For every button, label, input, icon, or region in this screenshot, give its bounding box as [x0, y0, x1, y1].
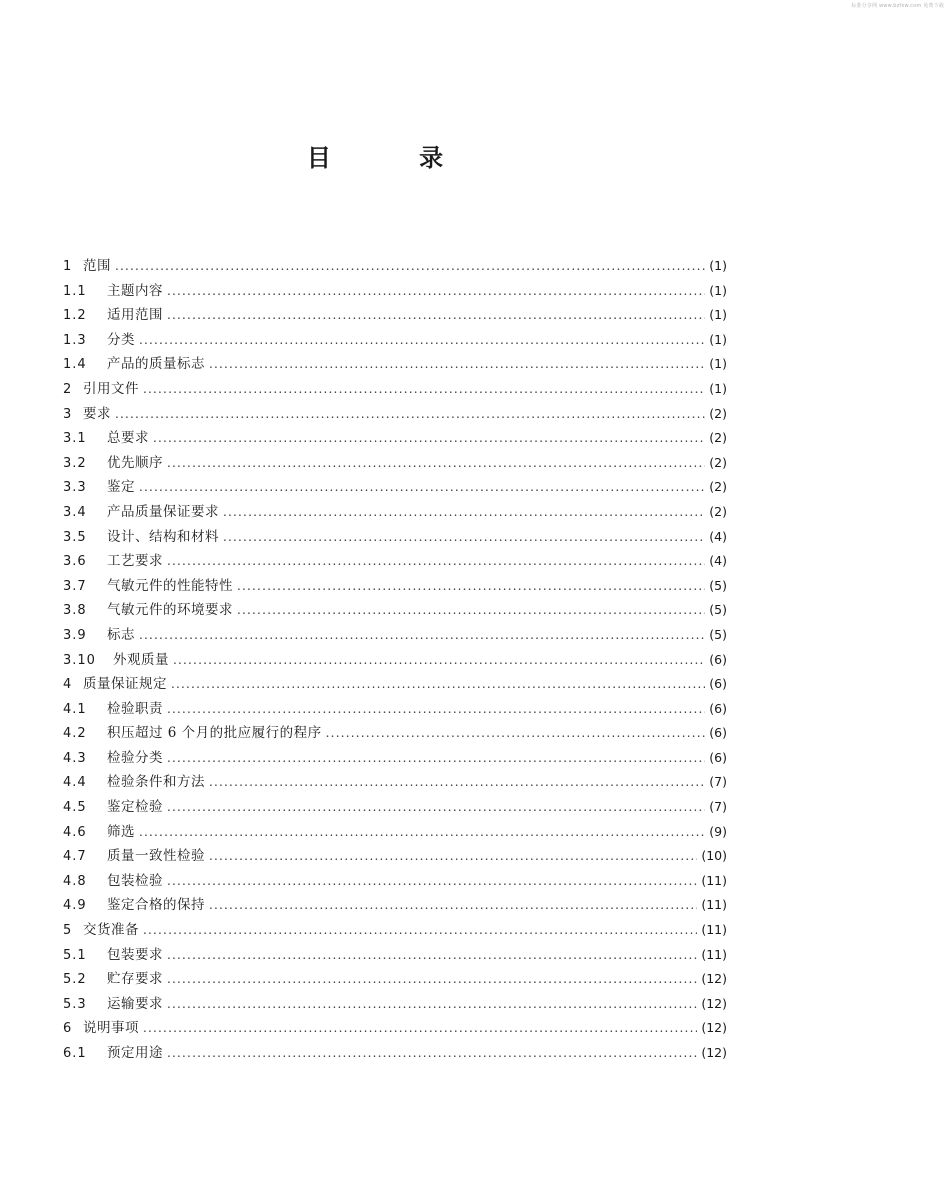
toc-leader-dots: [139, 333, 705, 347]
toc-leader-dots: [143, 923, 697, 937]
toc-entry-number: 4.3: [63, 750, 87, 766]
toc-entry-page: (2): [709, 479, 727, 495]
toc-entry-number: 3: [63, 406, 73, 422]
toc-leader-dots: [115, 407, 705, 421]
toc-entry-title: 包装要求: [107, 946, 163, 963]
toc-entry-page: (9): [709, 823, 727, 839]
toc-leader-dots: [153, 431, 705, 445]
toc-entry[interactable]: [63, 967, 727, 992]
toc-leader-dots: [237, 579, 705, 593]
toc-entry-number: 4.7: [63, 849, 87, 865]
toc-entry-title: 产品的质量标志: [107, 356, 205, 373]
toc-entry-number: 2: [63, 381, 73, 397]
toc-leader-dots: [209, 898, 697, 912]
toc-entry-number: 3.7: [63, 578, 87, 594]
toc-entry-title: 产品质量保证要求: [107, 503, 219, 520]
toc-entry[interactable]: [63, 893, 727, 918]
toc-entry-title: 分类: [107, 331, 135, 348]
toc-entry[interactable]: [63, 648, 727, 673]
toc-entry-number: 4.2: [63, 726, 87, 742]
toc-entry-title: 运输要求: [107, 995, 163, 1012]
toc-entry[interactable]: [63, 451, 727, 476]
toc-entry-title: 工艺要求: [107, 553, 163, 570]
toc-leader-dots: [143, 382, 705, 396]
toc-entry[interactable]: [63, 943, 727, 968]
toc-entry-title: 设计、结构和材料: [107, 528, 219, 545]
toc-entry-page: (6): [709, 725, 727, 741]
toc-entry-number: 5.2: [63, 972, 87, 988]
toc-entry-number: 1.1: [63, 283, 87, 299]
toc-entry[interactable]: [63, 869, 727, 894]
toc-entry-page: (12): [701, 1020, 727, 1036]
toc-entry[interactable]: [63, 820, 727, 845]
toc-entry-page: (12): [701, 995, 727, 1011]
toc-entry-title: 筛选: [107, 823, 135, 840]
toc-entry-title: 贮存要求: [107, 971, 163, 988]
toc-entry-number: 1.4: [63, 357, 87, 373]
toc-leader-dots: [167, 948, 697, 962]
toc-entry[interactable]: [63, 352, 727, 377]
toc-leader-dots: [167, 456, 705, 470]
toc-entry-page: (7): [709, 774, 727, 790]
toc-entry-page: (11): [701, 872, 727, 888]
toc-entry-page: (11): [701, 897, 727, 913]
toc-entry-page: (1): [709, 331, 727, 347]
toc-entry-page: (11): [701, 946, 727, 962]
toc-entry-page: (2): [709, 503, 727, 519]
toc-leader-dots: [209, 357, 705, 371]
table-of-contents: [63, 254, 727, 1066]
toc-entry-number: 4.6: [63, 824, 87, 840]
toc-entry-title: 预定用途: [107, 1045, 163, 1061]
toc-entry-number: 6.1: [63, 1046, 87, 1061]
toc-leader-dots: [326, 726, 706, 740]
toc-leader-dots: [139, 825, 705, 839]
toc-entry[interactable]: [63, 1016, 727, 1041]
toc-leader-dots: [167, 284, 705, 298]
watermark: 标准分享网 www.bzfxw.com 免费下载: [851, 3, 944, 9]
toc-entry[interactable]: [63, 303, 727, 328]
toc-entry-title: 检验条件和方法: [107, 774, 205, 791]
toc-entry-page: (7): [709, 799, 727, 815]
toc-entry-title: 鉴定: [107, 479, 135, 496]
toc-leader-dots: [115, 259, 705, 273]
toc-entry-title: 检验职责: [107, 700, 163, 717]
toc-entry-number: 3.6: [63, 554, 87, 570]
toc-entry-title: 气敏元件的环境要求: [107, 602, 233, 619]
toc-entry-page: (1): [709, 356, 727, 372]
toc-leader-dots: [167, 554, 705, 568]
toc-entry-page: (6): [709, 676, 727, 692]
toc-entry-number: 4.5: [63, 800, 87, 816]
toc-entry-number: 3.2: [63, 455, 87, 471]
toc-entry-page: (12): [701, 1045, 727, 1060]
toc-leader-dots: [167, 308, 705, 322]
toc-entry-page: (6): [709, 749, 727, 765]
toc-entry-page: (1): [709, 307, 727, 323]
toc-entry-number: 3.3: [63, 480, 87, 496]
toc-leader-dots: [167, 800, 705, 814]
toc-entry[interactable]: [63, 721, 727, 746]
toc-entry-title: 包装检验: [107, 872, 163, 889]
toc-entry-page: (6): [709, 651, 727, 667]
toc-entry[interactable]: [63, 746, 727, 771]
toc-leader-dots: [171, 677, 705, 691]
toc-entry-title: 标志: [107, 626, 135, 643]
toc-entry-title: 质量保证规定: [83, 676, 167, 693]
toc-entry-number: 4.4: [63, 775, 87, 791]
toc-leader-dots: [223, 530, 705, 544]
toc-entry-number: 4.1: [63, 701, 87, 717]
toc-leader-dots: [237, 603, 705, 617]
toc-entry-page: (1): [709, 258, 727, 273]
toc-entry-title: 主题内容: [107, 282, 163, 299]
toc-entry-page: (1): [709, 282, 727, 298]
toc-entry[interactable]: [63, 426, 727, 451]
toc-leader-dots: [167, 874, 697, 888]
toc-entry-title: 检验分类: [107, 749, 163, 766]
toc-entry-number: 4.9: [63, 898, 87, 914]
toc-leader-dots: [167, 972, 697, 986]
toc-entry[interactable]: [63, 598, 727, 623]
toc-entry-title: 鉴定合格的保持: [107, 897, 205, 914]
toc-entry-title: 范围: [83, 258, 111, 274]
toc-entry-page: (5): [709, 602, 727, 618]
toc-entry-page: (5): [709, 577, 727, 593]
toc-entry-page: (2): [709, 405, 727, 421]
toc-entry-title: 积压超过 6 个月的批应履行的程序: [107, 725, 322, 742]
toc-entry-title: 气敏元件的性能特性: [107, 577, 233, 594]
toc-leader-dots: [173, 653, 705, 667]
toc-leader-dots: [167, 1046, 697, 1060]
toc-entry-page: (1): [709, 380, 727, 396]
toc-entry-title: 说明事项: [83, 1020, 139, 1037]
page-title: 目 录: [306, 144, 484, 172]
toc-entry-number: 3.9: [63, 627, 87, 643]
toc-entry-number: 5.3: [63, 996, 87, 1012]
toc-entry[interactable]: [63, 672, 727, 697]
toc-entry-title: 鉴定检验: [107, 799, 163, 816]
toc-entry-number: 3.8: [63, 603, 87, 619]
toc-entry-title: 优先顺序: [107, 454, 163, 471]
toc-entry-title: 交货准备: [83, 922, 139, 939]
toc-entry-title: 质量一致性检验: [107, 848, 205, 865]
toc-entry[interactable]: [63, 992, 727, 1017]
toc-entry-title: 适用范围: [107, 307, 163, 324]
toc-leader-dots: [223, 505, 705, 519]
toc-entry-title: 总要求: [107, 430, 149, 447]
toc-entry-page: (2): [709, 454, 727, 470]
toc-leader-dots: [209, 849, 697, 863]
toc-entry[interactable]: [63, 279, 727, 304]
toc-entry[interactable]: [63, 795, 727, 820]
toc-entry[interactable]: [63, 402, 727, 427]
toc-leader-dots: [209, 775, 705, 789]
toc-entry-number: 3.4: [63, 504, 87, 520]
toc-entry[interactable]: [63, 500, 727, 525]
toc-entry-title: 外观质量: [113, 651, 169, 668]
toc-entry-page: (12): [701, 971, 727, 987]
toc-entry[interactable]: [63, 549, 727, 574]
toc-entry-number: 3.10: [63, 652, 96, 668]
toc-entry-number: 1.3: [63, 332, 87, 348]
toc-entry[interactable]: [63, 254, 727, 279]
toc-entry-page: (11): [701, 922, 727, 938]
toc-entry-page: (4): [709, 528, 727, 544]
toc-entry[interactable]: [63, 1041, 727, 1066]
toc-entry-number: 5: [63, 923, 73, 939]
toc-entry-title: 要求: [83, 405, 111, 422]
toc-entry-page: (10): [701, 848, 727, 864]
toc-entry-number: 4: [63, 677, 73, 693]
toc-entry-page: (6): [709, 700, 727, 716]
toc-entry[interactable]: [63, 525, 727, 550]
toc-leader-dots: [143, 1021, 697, 1035]
toc-entry[interactable]: [63, 623, 727, 648]
toc-entry[interactable]: [63, 918, 727, 943]
toc-entry-number: 3.1: [63, 431, 87, 447]
toc-leader-dots: [167, 702, 705, 716]
toc-entry[interactable]: [63, 328, 727, 353]
toc-entry[interactable]: [63, 377, 727, 402]
toc-entry[interactable]: [63, 844, 727, 869]
toc-entry[interactable]: [63, 770, 727, 795]
toc-entry-number: 1: [63, 259, 73, 274]
toc-entry-page: (2): [709, 430, 727, 446]
toc-entry-page: (5): [709, 626, 727, 642]
toc-leader-dots: [139, 628, 705, 642]
toc-leader-dots: [167, 997, 697, 1011]
toc-entry-title: 引用文件: [83, 380, 139, 397]
toc-entry[interactable]: [63, 697, 727, 722]
toc-entry-number: 5.1: [63, 947, 87, 963]
toc-leader-dots: [167, 751, 705, 765]
toc-entry-number: 6: [63, 1021, 73, 1037]
toc-entry-number: 4.8: [63, 873, 87, 889]
toc-entry-page: (4): [709, 553, 727, 569]
toc-entry-number: 1.2: [63, 308, 87, 324]
toc-leader-dots: [139, 480, 705, 494]
toc-entry[interactable]: [63, 475, 727, 500]
toc-entry-number: 3.5: [63, 529, 87, 545]
toc-entry[interactable]: [63, 574, 727, 599]
